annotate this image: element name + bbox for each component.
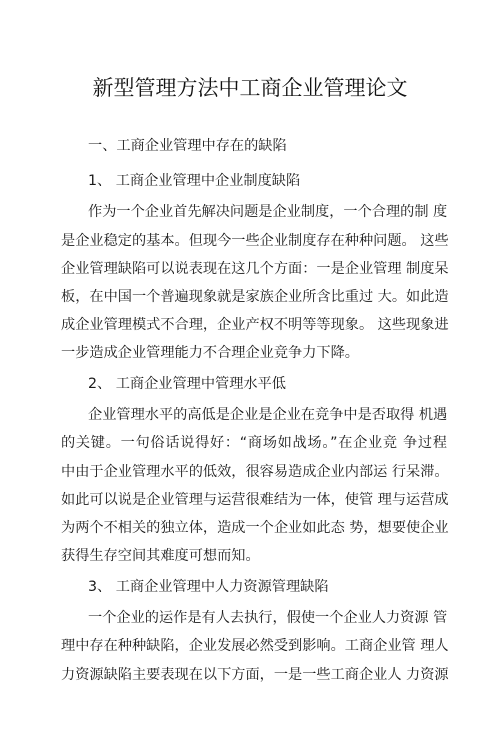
section-heading: 一、工商企业管理中存在的缺陷 [88, 138, 287, 154]
paragraph-line: 作为一个企业首先解决问题是企业制度，一个合理的制 度 [88, 204, 448, 220]
paragraph-line: 理中存在种种缺陷，企业发展必然受到影响。工商企业管 理人 [61, 638, 449, 654]
paragraph-line: 企业管理水平的高低是企业是企业在竞争中是否取得 机遇 [88, 407, 448, 423]
subsection-heading-1: 1、 工商企业管理中企业制度缺陷 [88, 173, 301, 189]
paragraph-line: 如此可以说是企业管理与运营很难结为一体，使管 理与运营成 [61, 492, 449, 508]
paragraph-line: 板，在中国一个普遍现象就是家族企业所含比重过 大。如此造 [61, 289, 449, 305]
paragraph-line: 一步造成企业管理能力不合理企业竞争力下降。 [61, 345, 359, 361]
paragraph-line: 的关键。一句俗话说得好：“商场如战场。”在企业竞 争过程 [61, 435, 447, 451]
paragraph-line: 力资源缺陷主要表现在以下方面，一是一些工商企业人 力资源 [61, 667, 449, 683]
subsection-heading-3: 3、 工商企业管理中人力资源管理缺陷 [88, 579, 329, 595]
paragraph-line: 中由于企业管理水平的低效，很容易造成企业内部运 行呆滞。 [61, 464, 449, 480]
paragraph-line: 企业管理缺陷可以说表现在这几个方面：一是企业管理 制度呆 [61, 261, 449, 277]
paragraph-line: 获得生存空间其难度可想而知。 [61, 548, 260, 564]
document-title: 新型管理方法中工商企业管理论文 [92, 76, 408, 100]
paragraph-line: 是企业稳定的基本。但现今一些企业制度存在种种问题。 这些 [61, 233, 449, 249]
paragraph-line: 一个企业的运作是有人去执行，假使一个企业人力资源 管 [88, 610, 448, 626]
paragraph-line: 成企业管理模式不合理，企业产权不明等等现象。 这些现象进 [61, 317, 449, 333]
subsection-heading-2: 2、 工商企业管理中管理水平低 [88, 376, 286, 392]
paragraph-line: 为两个不相关的独立体，造成一个企业如此态 势，想要使企业 [61, 520, 449, 536]
